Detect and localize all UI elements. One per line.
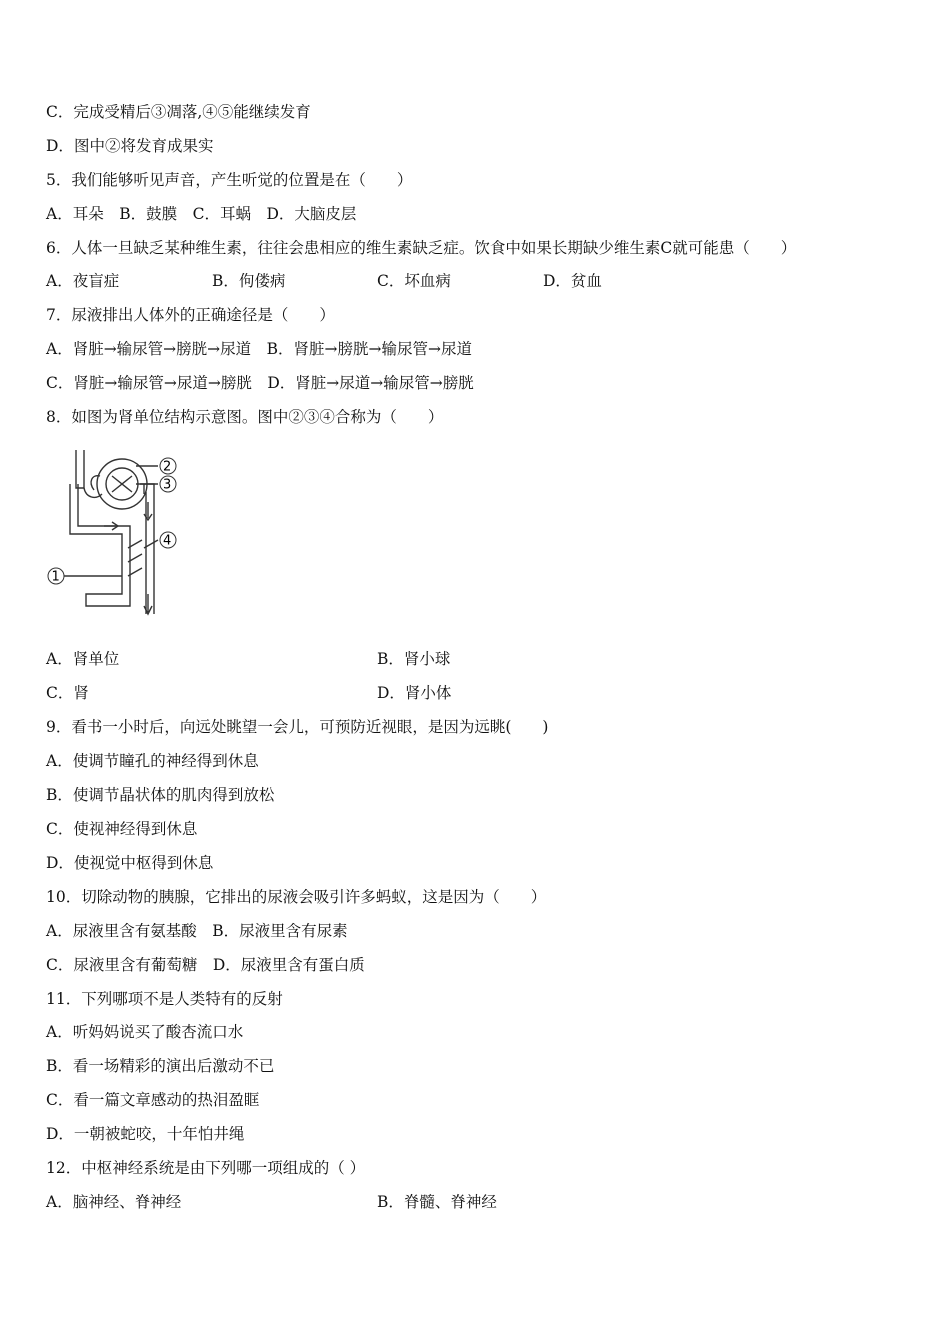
diagram-label-2: 2 <box>163 459 172 475</box>
q11-option-d: D．一朝被蛇咬，十年怕井绳 <box>46 1125 245 1143</box>
q11-stem: 11．下列哪项不是人类特有的反射 <box>46 990 283 1008</box>
q5-stem: 5．我们能够听见声音，产生听觉的位置是在（ ） <box>46 171 413 189</box>
diagram-label-4: 4 <box>163 533 172 549</box>
q6-stem: 6．人体一旦缺乏某种维生素，往往会患相应的维生素缺乏症。饮食中如果长期缺少维生素C就可能患（ ） <box>46 239 797 257</box>
q12-option-a: A．脑神经、脊神经 <box>46 1193 182 1211</box>
q5-options: A．耳朵 B．鼓膜 C．耳蜗 D．大脑皮层 <box>46 205 357 223</box>
q8-option-c: C．肾 <box>46 684 89 702</box>
q8-option-a: A．肾单位 <box>46 650 120 668</box>
q8-stem: 8．如图为肾单位结构示意图。图中②③④合称为（ ） <box>46 408 444 426</box>
diagram-label-3: 3 <box>163 477 172 493</box>
q9-option-b: B．使调节晶状体的肌肉得到放松 <box>46 786 275 804</box>
q7-options-cd: C．肾脏→输尿管→尿道→膀胱 D．肾脏→尿道→输尿管→膀胱 <box>46 374 474 392</box>
q6-option-c: C．坏血病 <box>377 272 451 290</box>
q10-options-cd: C．尿液里含有葡萄糖 D．尿液里含有蛋白质 <box>46 956 365 974</box>
q9-option-c: C．使视神经得到休息 <box>46 820 198 838</box>
q4-option-d <box>46 136 213 156</box>
option-text: 完成受精后③凋落,④⑤能继续发育 <box>73 103 311 121</box>
option-text: 图中②将发育成果实 <box>73 137 214 155</box>
q4-option-c <box>46 102 311 122</box>
q7-options-ab: A．肾脏→输尿管→膀胱→尿道 B．肾脏→膀胱→输尿管→尿道 <box>46 340 473 358</box>
q10-options-ab: A．尿液里含有氨基酸 B．尿液里含有尿素 <box>46 922 348 940</box>
nephron-diagram <box>44 444 194 619</box>
q6-option-a: A．夜盲症 <box>46 272 120 290</box>
q10-stem: 10．切除动物的胰腺，它排出的尿液会吸引许多蚂蚁，这是因为（ ） <box>46 888 547 906</box>
q9-option-a: A．使调节瞳孔的神经得到休息 <box>46 752 259 770</box>
option-text: C． <box>46 103 74 121</box>
q11-option-a: A．听妈妈说买了酸杏流口水 <box>46 1023 244 1041</box>
q9-option-d: D．使视觉中枢得到休息 <box>46 854 214 872</box>
q11-option-c: C．看一篇文章感动的热泪盈眶 <box>46 1091 260 1109</box>
q12-option-b: B．脊髓、脊神经 <box>377 1193 497 1211</box>
q6-option-b: B．佝偻病 <box>212 272 286 290</box>
q7-stem: 7．尿液排出人体外的正确途径是（ ） <box>46 306 335 324</box>
diagram-label-1: 1 <box>51 569 60 585</box>
q6-option-d: D．贫血 <box>543 272 602 290</box>
q8-option-d: D．肾小体 <box>377 684 452 702</box>
q8-option-b: B．肾小球 <box>377 650 451 668</box>
option-letter: D． <box>46 137 74 155</box>
q12-stem: 12．中枢神经系统是由下列哪一项组成的（ ） <box>46 1159 366 1177</box>
q11-option-b: B．看一场精彩的演出后激动不已 <box>46 1057 275 1075</box>
q9-stem: 9．看书一小时后，向远处眺望一会儿，可预防近视眼，是因为远眺( ) <box>46 718 549 736</box>
